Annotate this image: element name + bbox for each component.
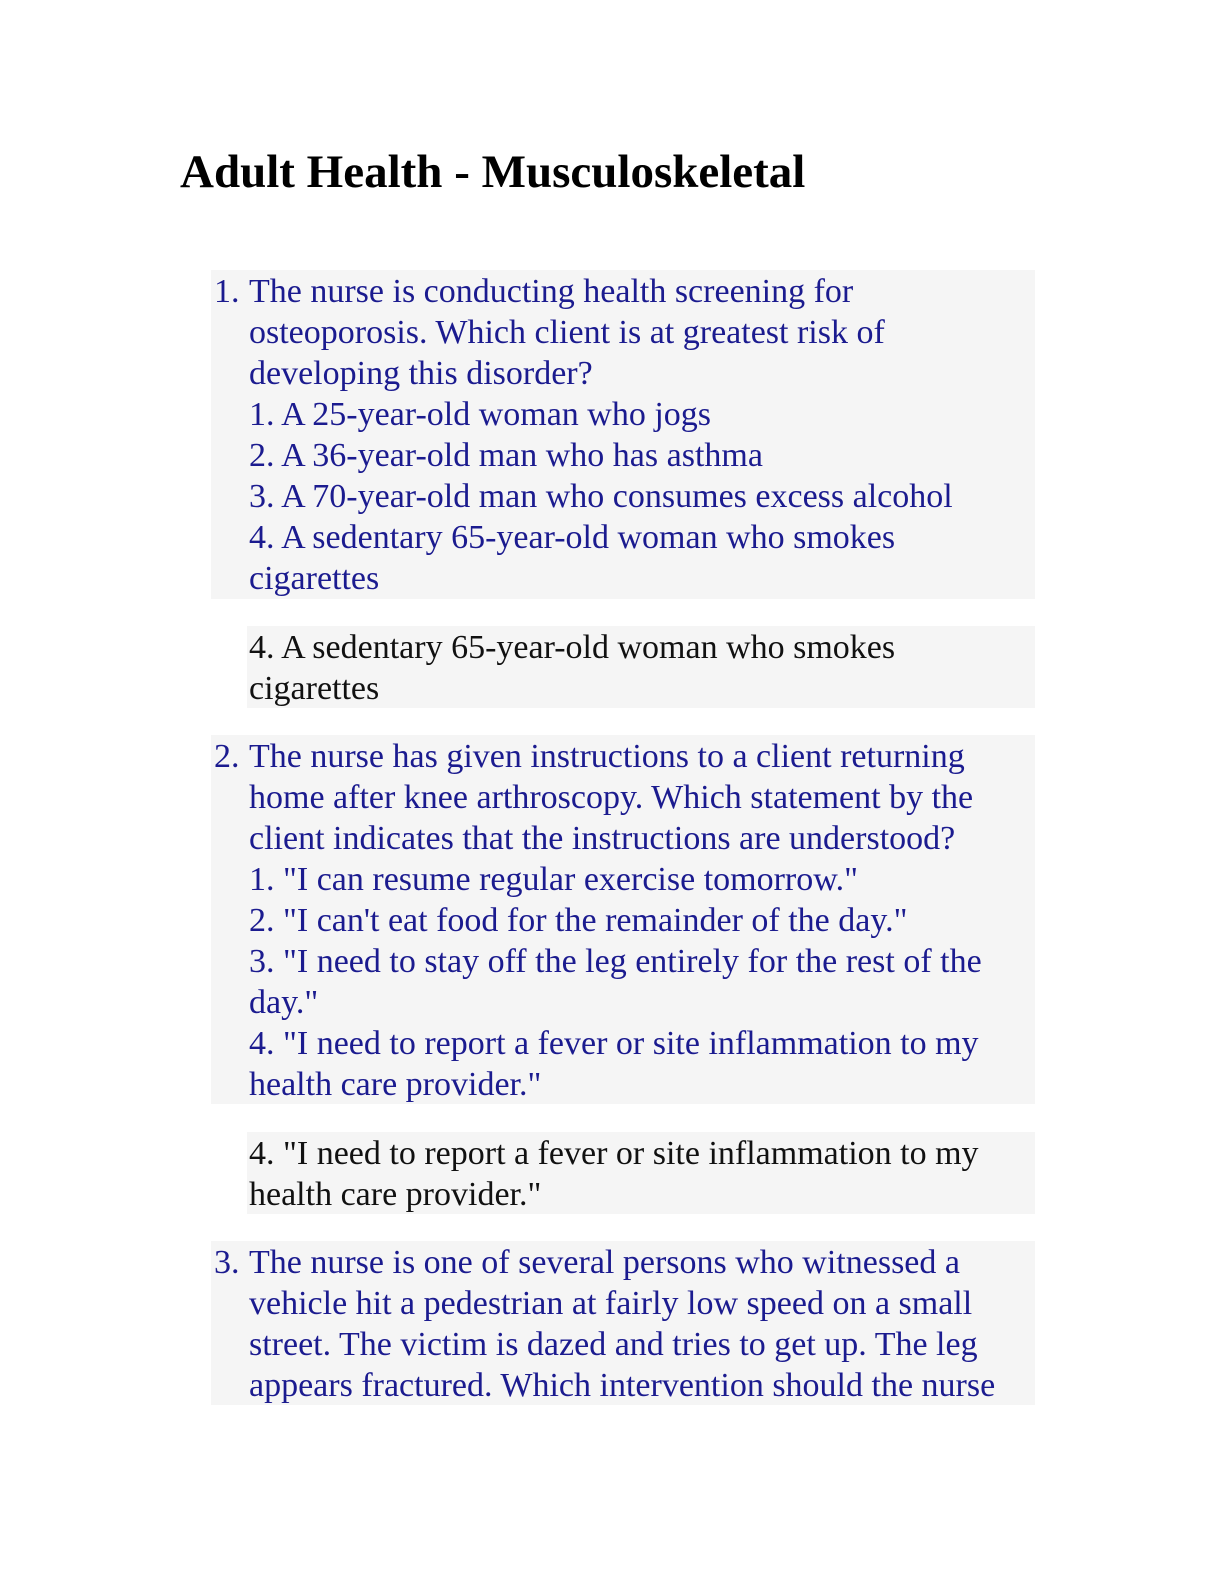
question-number: 2.: [214, 738, 240, 775]
question-3: [211, 1241, 1035, 1405]
option-line: 3. "I need to stay off the leg entirely for the rest of the: [249, 943, 982, 980]
stem-line: appears fractured. Which intervention should the nurse: [249, 1367, 996, 1404]
option-line: day.": [249, 984, 319, 1021]
answer-line: 4. A sedentary 65-year-old woman who smokes: [249, 629, 896, 666]
stem-line: The nurse is conducting health screening for: [249, 273, 854, 310]
answer-2: [247, 1132, 1035, 1214]
option-line: 2. "I can't eat food for the remainder of the day.": [249, 902, 908, 939]
option-line: 3. A 70-year-old man who consumes excess alcohol: [249, 478, 953, 515]
stem-line: The nurse is one of several persons who witnessed a: [249, 1244, 960, 1281]
question-number: 3.: [214, 1244, 240, 1281]
answer-line: cigarettes: [249, 670, 380, 707]
option-line: 4. A sedentary 65-year-old woman who smokes: [249, 519, 896, 556]
stem-line: osteoporosis. Which client is at greatest risk of: [249, 314, 885, 351]
answer-line: 4. "I need to report a fever or site inflammation to my: [249, 1135, 979, 1172]
answer-1: [247, 626, 1035, 708]
answer-line: health care provider.": [249, 1176, 542, 1213]
option-line: cigarettes: [249, 560, 380, 597]
option-line: 2. A 36-year-old man who has asthma: [249, 437, 763, 474]
option-line: 1. A 25-year-old woman who jogs: [249, 396, 712, 433]
stem-line: vehicle hit a pedestrian at fairly low speed on a small: [249, 1285, 973, 1322]
option-line: health care provider.": [249, 1066, 542, 1103]
stem-line: street. The victim is dazed and tries to get up. The leg: [249, 1326, 978, 1363]
stem-line: developing this disorder?: [249, 355, 593, 392]
question-text: [249, 736, 1033, 1105]
question-number: 1.: [214, 273, 240, 310]
stem-line: home after knee arthroscopy. Which statement by the: [249, 779, 974, 816]
stem-line: client indicates that the instructions are understood?: [249, 820, 956, 857]
option-line: 1. "I can resume regular exercise tomorrow.": [249, 861, 858, 898]
page-title: Adult Health - Musculoskeletal: [180, 146, 806, 198]
stem-line: The nurse has given instructions to a client returning: [249, 738, 965, 775]
question-2: [211, 735, 1035, 1104]
question-text: [249, 271, 1033, 599]
question-text: [249, 1242, 1033, 1406]
question-1: [211, 270, 1035, 599]
option-line: 4. "I need to report a fever or site inflammation to my: [249, 1025, 979, 1062]
